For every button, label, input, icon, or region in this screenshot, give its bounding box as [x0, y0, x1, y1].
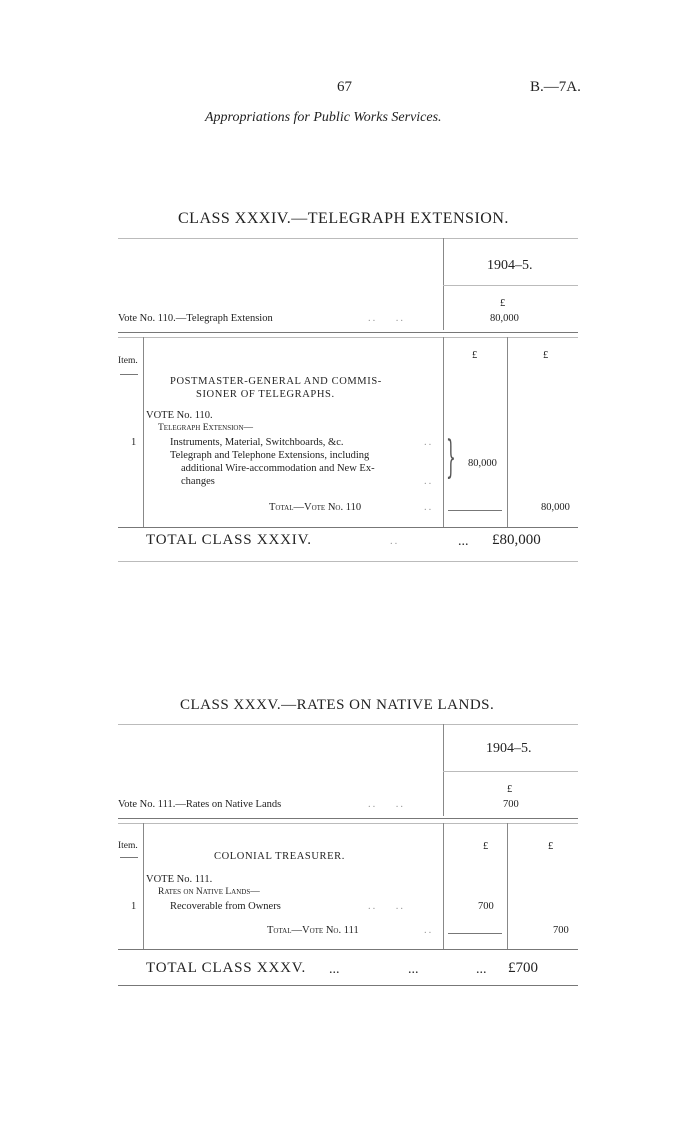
- item-description: Instruments, Material, Switchboards, &c.: [170, 437, 344, 448]
- vote-name: Telegraph Extension—: [158, 423, 254, 433]
- divider: [448, 510, 502, 511]
- leader-dots: ...: [408, 962, 419, 977]
- item-description: additional Wire-accommodation and New Ex-: [181, 463, 375, 474]
- column-rule: [507, 337, 508, 527]
- leader-dots: ..: [390, 536, 400, 547]
- divider: [443, 771, 578, 772]
- class-35-total-amount: £700: [508, 960, 538, 976]
- class-34-vote-currency: £: [500, 298, 506, 309]
- divider: [118, 949, 578, 950]
- currency-header: £: [483, 841, 489, 852]
- class-34-total-label: TOTAL CLASS XXXIV.: [146, 532, 312, 548]
- vote-name: Rates on Native Lands—: [158, 887, 260, 897]
- vote-total-amount: 700: [553, 925, 569, 936]
- column-rule: [143, 823, 144, 949]
- divider: [120, 374, 138, 375]
- vote-total-label: Total—Vote No. 110: [269, 502, 362, 513]
- divider: [118, 724, 578, 725]
- item-number: 1: [131, 437, 137, 448]
- leader-dots: .. ..: [368, 799, 405, 810]
- class-34-year: 1904–5.: [487, 258, 533, 273]
- class-35-title: CLASS XXXV.—RATES ON NATIVE LANDS.: [180, 697, 495, 713]
- column-rule: [443, 823, 444, 949]
- divider: [443, 285, 578, 286]
- vote-number: VOTE No. 111.: [146, 874, 213, 885]
- column-rule: [443, 337, 444, 527]
- item-column-header: Item.: [118, 356, 138, 366]
- class-35-year: 1904–5.: [486, 741, 532, 756]
- divider: [118, 985, 578, 986]
- class-34-vote-label: Vote No. 110.—Telegraph Extension: [118, 313, 273, 324]
- vote-number: VOTE No. 110.: [146, 410, 213, 421]
- leader-dots: ...: [329, 962, 340, 977]
- leader-dots: ..: [424, 476, 434, 487]
- vote-total-label: Total—Vote No. 111: [267, 925, 359, 936]
- divider: [448, 933, 502, 934]
- department-heading: COLONIAL TREASURER.: [214, 851, 345, 862]
- department-heading: POSTMASTER-GENERAL AND COMMIS-: [170, 376, 382, 387]
- currency-header: £: [548, 841, 554, 852]
- item-amount: 700: [478, 901, 494, 912]
- column-rule: [443, 238, 444, 330]
- leader-dots: ...: [458, 534, 469, 549]
- class-35-vote-currency: £: [507, 784, 513, 795]
- item-description: Telegraph and Telephone Extensions, including: [170, 450, 370, 461]
- item-column-header: Item.: [118, 841, 138, 851]
- leader-dots: .. ..: [368, 313, 405, 324]
- item-number: 1: [131, 901, 137, 912]
- divider: [118, 332, 578, 333]
- item-amount: 80,000: [468, 458, 497, 469]
- class-34-title: CLASS XXXIV.—TELEGRAPH EXTENSION.: [178, 210, 509, 227]
- divider: [120, 857, 138, 858]
- page-number: 67: [337, 79, 352, 95]
- leader-dots: ..: [424, 437, 434, 448]
- divider: [118, 818, 578, 819]
- leader-dots: ...: [476, 962, 487, 977]
- divider: [118, 527, 578, 528]
- brace-icon: }: [446, 432, 456, 483]
- currency-header: £: [543, 350, 549, 361]
- page-subtitle: Appropriations for Public Works Services.: [205, 110, 442, 125]
- class-34-total-amount: £80,000: [492, 532, 541, 548]
- leader-dots: ..: [424, 502, 434, 513]
- divider: [118, 561, 578, 562]
- department-heading: SIONER OF TELEGRAPHS.: [196, 389, 335, 400]
- column-rule: [143, 337, 144, 527]
- divider: [118, 823, 578, 824]
- column-rule: [507, 823, 508, 949]
- class-35-vote-label: Vote No. 111.—Rates on Native Lands: [118, 799, 282, 810]
- item-description: changes: [181, 476, 215, 487]
- leader-dots: ..: [424, 925, 434, 936]
- divider: [118, 238, 578, 239]
- document-reference: B.—7A.: [530, 79, 581, 95]
- class-34-vote-amount: 80,000: [490, 313, 519, 324]
- currency-header: £: [472, 350, 478, 361]
- vote-total-amount: 80,000: [541, 502, 570, 513]
- leader-dots: .. ..: [368, 901, 405, 912]
- class-35-vote-amount: 700: [503, 799, 519, 810]
- column-rule: [443, 724, 444, 816]
- item-description: Recoverable from Owners: [170, 901, 281, 912]
- divider: [118, 337, 578, 338]
- class-35-total-label: TOTAL CLASS XXXV.: [146, 960, 307, 976]
